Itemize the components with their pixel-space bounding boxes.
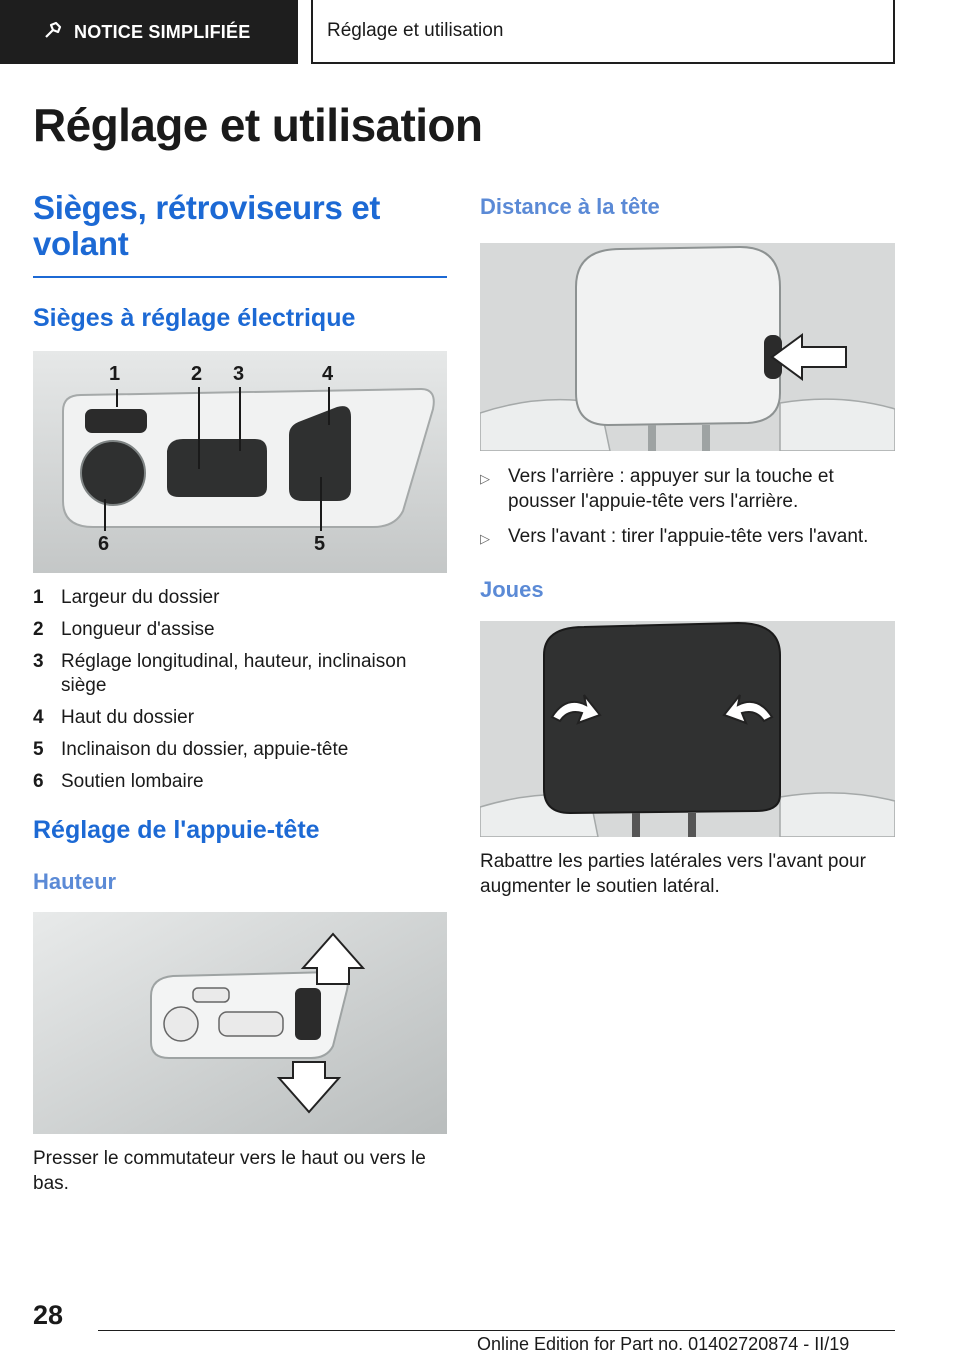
seat-controls-legend: [33, 586, 447, 794]
header-tab-quick-guide[interactable]: [0, 0, 298, 64]
section-title: Sièges, rétroviseurs et volant: [33, 189, 381, 262]
header-section-label: Réglage et utilisation: [327, 20, 504, 41]
legend-item: 5 Inclinaison du dossier, appuie-tête: [33, 739, 349, 760]
bullet-triangle-icon: ▷: [480, 531, 490, 546]
page-title: Réglage et utilisation: [33, 99, 483, 151]
electric-seats-heading: Sièges à réglage électrique: [33, 304, 356, 332]
callout-1: 1: [109, 363, 121, 385]
seat-controls-image: [33, 351, 447, 573]
legend-item: 1 Largeur du dossier: [33, 587, 220, 608]
wrench-icon: [44, 21, 62, 44]
height-switch-image: [33, 912, 447, 1134]
height-caption: Presser le commutateur vers le haut ou vers le bas.: [33, 1148, 426, 1194]
headrest-heading: Réglage de l'appuie-tête: [33, 816, 320, 844]
height-heading: Hauteur: [33, 869, 117, 894]
header-tab-label: NOTICE SIMPLIFIÉE: [74, 21, 251, 42]
legend-item: 3 Réglage longitudinal, hauteur, inclinaison siège: [33, 651, 407, 696]
edition-info: Online Edition for Part no. 01402720874 - II/19: [477, 1334, 850, 1354]
cheeks-caption: Rabattre les parties latérales vers l'avant pour augmenter le soutien latéral.: [480, 851, 866, 897]
callout-3: 3: [233, 363, 245, 385]
legend-item: 4 Haut du dossier: [33, 707, 195, 728]
list-item: ▷ Vers l'arrière : appuyer sur la touche et pousser l'appuie-tête vers l'arrière.: [480, 466, 834, 512]
callout-5: 5: [314, 533, 326, 555]
legend-item: 6 Soutien lombaire: [33, 771, 204, 792]
cheeks-heading: Joues: [480, 577, 544, 602]
right-column: [480, 190, 895, 899]
callout-6: 6: [98, 533, 110, 555]
section-divider: [33, 276, 447, 278]
distance-heading: Distance à la tête: [480, 194, 660, 219]
list-item: ▷ Vers l'avant : tirer l'appuie-tête vers l'avant.: [480, 524, 895, 551]
page-number: 28: [33, 1300, 64, 1330]
headrest-wings-image: [480, 621, 895, 837]
callout-2: 2: [191, 363, 203, 385]
distance-instructions: [480, 464, 895, 551]
footer-divider: [98, 1330, 895, 1331]
callout-4: 4: [322, 363, 334, 385]
headrest-distance-image: [480, 243, 895, 451]
left-column: [33, 190, 447, 1196]
bullet-triangle-icon: ▷: [480, 471, 490, 486]
legend-item: 2 Longueur d'assise: [33, 619, 215, 640]
header-section-tab[interactable]: [311, 0, 895, 64]
